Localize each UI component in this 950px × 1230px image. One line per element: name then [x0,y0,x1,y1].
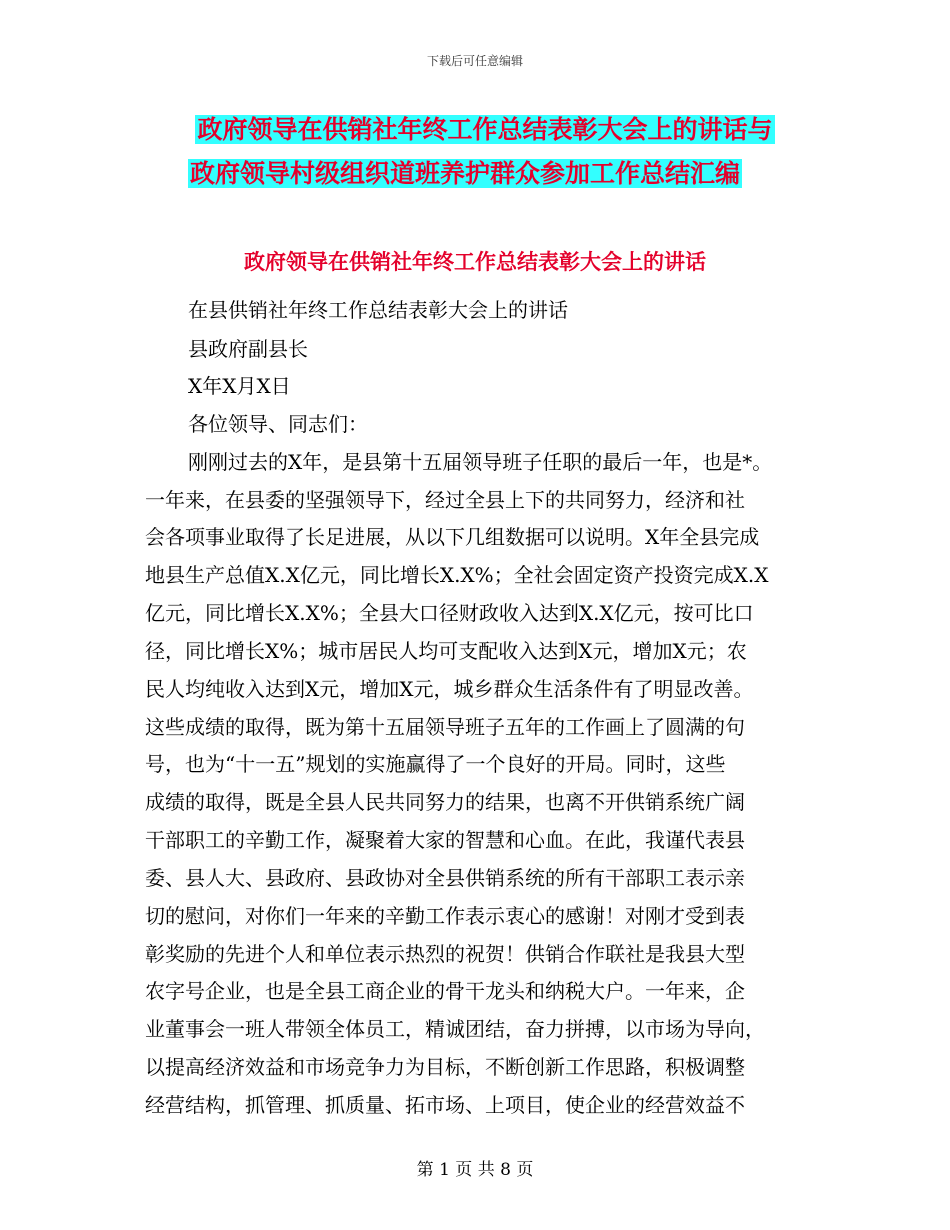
body-line: 委、县人大、县政府、县政协对全县供销系统的所有干部职工表示亲 [145,866,745,890]
body-line: 民人均纯收入达到X元，增加X元，城乡群众生活条件有了明显改善。 [145,677,754,701]
body-line: 亿元，同比增长X.X%；全县大口径财政收入达到X.X亿元，按可比口 [145,601,754,625]
body-line: 切的慰问，对你们一年来的辛勤工作表示衷心的感谢！对刚才受到表 [145,904,745,928]
body-line: 各位领导、同志们： [188,412,368,436]
document-title-line-2 [0,154,950,194]
body-line: 会各项事业取得了长足进展，从以下几组数据可以说明。X年全县完成 [145,525,760,549]
title-highlight-1: 政府领导在供销社年终工作总结表彰大会上的讲话与 [197,115,773,144]
body-line: 一年来，在县委的坚强领导下，经过全县上下的共同努力，经济和社 [145,488,745,512]
title-highlight-2: 政府领导村级组织道班养护群众参加工作总结汇编 [189,159,740,188]
page-header-note: 下载后可任意编辑 [426,54,523,68]
body-line: X年X月X日 [188,374,291,398]
section-title: 政府领导在供销社年终工作总结表彰大会上的讲话 [244,250,706,274]
body-line: 县政府副县长 [188,337,308,361]
document-title-line-1 [0,110,950,150]
body-line: 农字号企业，也是全县工商企业的骨干龙头和纳税大户。一年来，企 [145,979,745,1003]
body-line: 径，同比增长X%；城市居民人均可支配收入达到X元，增加X元；农 [145,639,747,663]
body-line: 这些成绩的取得，既为第十五届领导班子五年的工作画上了圆满的句 [145,715,745,739]
body-line: 号，也为“十一五”规划的实施赢得了一个良好的开局。同时，这些 [145,752,726,776]
body-line: 在县供销社年终工作总结表彰大会上的讲话 [188,298,568,322]
body-line: 干部职工的辛勤工作，凝聚着大家的智慧和心血。在此，我谨代表县 [145,828,745,852]
body-line: 经营结构，抓管理、抓质量、拓市场、上项目，使企业的经营效益不 [145,1093,745,1117]
page-number-footer: 第 1 页 共 8 页 [416,1160,534,1180]
body-line: 地县生产总值X.X亿元，同比增长X.X%；全社会固定资产投资完成X.X [145,563,769,587]
body-line: 刚刚过去的X年，是县第十五届领导班子任职的最后一年，也是*。 [188,450,773,474]
body-line: 以提高经济效益和市场竞争力为目标，不断创新工作思路，积极调整 [145,1055,745,1079]
body-line: 业董事会一班人带领全体员工，精诚团结，奋力拼搏，以市场为导向， [145,1017,765,1041]
body-line: 彰奖励的先进个人和单位表示热烈的祝贺！供销合作联社是我县大型 [145,942,745,966]
body-line: 成绩的取得，既是全县人民共同努力的结果，也离不开供销系统广阔 [145,790,745,814]
